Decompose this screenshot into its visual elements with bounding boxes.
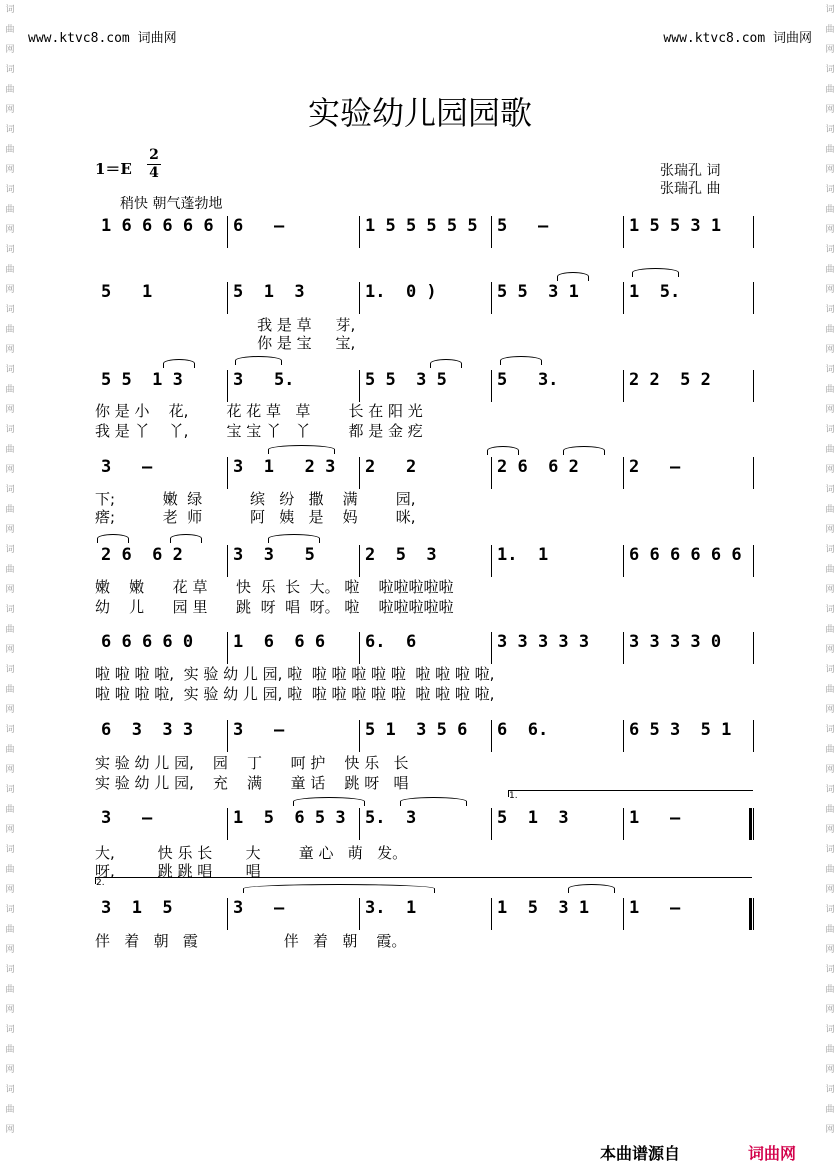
measure-notes: 3 3 3 3 3 xyxy=(497,632,590,652)
lyric-line: 啦 啦 啦 啦, 实 验 幼 儿 园, 啦 啦 啦 啦 啦 啦 啦 啦 啦 啦, xyxy=(95,685,495,703)
barline xyxy=(753,632,754,664)
barline xyxy=(623,808,624,840)
measure-notes: 1. 0 ) xyxy=(365,282,437,302)
barline xyxy=(227,632,228,664)
barline xyxy=(359,808,360,840)
score-row xyxy=(95,808,755,844)
lyric-line: 幼 儿 园 里 跳 呀 唱 呀。 啦 啦啦啦啦啦 xyxy=(95,598,454,616)
slur-mark xyxy=(568,884,615,893)
slur-mark xyxy=(163,359,195,368)
lyric-line: 下; 嫩 绿 缤 纷 撒 满 园, xyxy=(95,490,416,508)
measure-notes: 1 5 5 5 5 5 xyxy=(365,216,478,236)
barline xyxy=(227,282,228,314)
score-row xyxy=(95,720,755,756)
measure-notes: 3. 1 xyxy=(365,898,417,918)
lyric-line: 我 是 草 芽, xyxy=(95,316,356,334)
right-watermark-strip: 词曲网 词曲网 词曲网 词曲网 词曲网 词曲网 词曲网 词曲网 词曲网 词曲网 词曲网 词曲网 词曲网 词曲网 词曲网 词曲网 词曲网 词曲网 词曲网 xyxy=(825,5,835,1135)
measure-notes: 5 1 3 xyxy=(497,808,569,828)
barline xyxy=(491,216,492,248)
barline xyxy=(491,720,492,752)
barline xyxy=(227,898,228,930)
measure-notes: 3 – xyxy=(101,808,153,828)
slur-mark xyxy=(268,445,335,454)
brand-link[interactable]: 词曲网 xyxy=(748,1144,797,1163)
barline xyxy=(491,545,492,577)
barline xyxy=(623,457,624,489)
left-watermark-strip: 词曲网 词曲网 词曲网 词曲网 词曲网 词曲网 词曲网 词曲网 词曲网 词曲网 词曲网 词曲网 词曲网 词曲网 词曲网 词曲网 词曲网 词曲网 词曲网 xyxy=(5,5,15,1135)
final-barline xyxy=(749,808,752,840)
measure-notes: 1 5. xyxy=(629,282,681,302)
barline xyxy=(623,898,624,930)
slur-mark xyxy=(268,534,320,543)
lyricist-credit: 张瑞孔 词 xyxy=(660,163,721,179)
source-label: 本曲谱源自 xyxy=(600,1144,681,1163)
lyric-line: 伴 着 朝 霞 伴 着 朝 霞。 xyxy=(95,932,407,950)
measure-notes: 2 5 3 xyxy=(365,545,437,565)
barline xyxy=(623,282,624,314)
measure-notes: 3 3 3 3 0 xyxy=(629,632,722,652)
measure-notes: 1 – xyxy=(629,808,681,828)
slur-mark xyxy=(500,356,542,365)
barline xyxy=(227,370,228,402)
barline xyxy=(623,720,624,752)
barline xyxy=(359,457,360,489)
lyric-line: 呀, 跳 跳 唱 唱 xyxy=(95,862,261,880)
score-title: 实验幼儿园园歌 xyxy=(307,94,532,132)
lyric-line: 瘩; 老 师 阿 姨 是 妈 咪, xyxy=(95,508,416,526)
barline xyxy=(753,282,754,314)
barline xyxy=(491,898,492,930)
slur-mark xyxy=(97,534,129,543)
measure-notes: 3 5. xyxy=(233,370,295,390)
lyric-line: 你 是 宝 宝, xyxy=(95,334,356,352)
measure-notes: 3 – xyxy=(233,898,285,918)
slur-mark xyxy=(293,797,365,806)
measure-notes: 1 6 6 6 6 6 xyxy=(101,216,214,236)
barline xyxy=(359,898,360,930)
measure-notes: 5. 3 xyxy=(365,808,417,828)
slur-mark xyxy=(235,356,282,365)
measure-notes: 3 1 2 3 xyxy=(233,457,336,477)
time-signature-bottom: 4 xyxy=(149,165,159,181)
measure-notes: 1 5 3 1 xyxy=(497,898,590,918)
slur-mark xyxy=(170,534,202,543)
barline xyxy=(227,457,228,489)
measure-notes: 5 5 3 5 xyxy=(365,370,447,390)
slur-mark xyxy=(400,797,467,806)
slur-mark xyxy=(243,884,435,893)
measure-notes: 2 6 6 2 xyxy=(497,457,579,477)
measure-notes: 1 5 6 5 3 xyxy=(233,808,346,828)
key-signature: 1＝E xyxy=(95,160,132,178)
barline xyxy=(623,216,624,248)
measure-notes: 3 3 5 xyxy=(233,545,315,565)
slur-mark xyxy=(430,359,462,368)
header-url-left[interactable]: www.ktvc8.com 词曲网 xyxy=(28,31,177,46)
time-signature xyxy=(147,148,161,181)
header-url-right[interactable]: www.ktvc8.com 词曲网 xyxy=(663,31,812,46)
slur-mark xyxy=(557,272,589,281)
barline xyxy=(491,808,492,840)
barline xyxy=(753,545,754,577)
lyric-line: 啦 啦 啦 啦, 实 验 幼 儿 园, 啦 啦 啦 啦 啦 啦 啦 啦 啦 啦, xyxy=(95,665,495,683)
barline xyxy=(359,720,360,752)
barline xyxy=(753,457,754,489)
measure-notes: 3 – xyxy=(233,720,285,740)
barline xyxy=(623,632,624,664)
measure-notes: 6 6 6 6 0 xyxy=(101,632,194,652)
barline xyxy=(623,545,624,577)
score-row xyxy=(95,898,755,934)
measure-notes: 5 1 3 5 6 xyxy=(365,720,468,740)
barline xyxy=(753,216,754,248)
barline xyxy=(359,632,360,664)
lyric-line: 大, 快 乐 长 大 童 心 萌 发。 xyxy=(95,844,408,862)
measure-notes: 3 – xyxy=(101,457,153,477)
barline xyxy=(227,545,228,577)
measure-notes: 5 5 3 1 xyxy=(497,282,579,302)
score-row xyxy=(95,282,755,318)
measure-notes: 2 – xyxy=(629,457,681,477)
measure-notes: 2 2 5 2 xyxy=(629,370,711,390)
measure-notes: 6. 6 xyxy=(365,632,417,652)
slur-mark xyxy=(487,446,519,455)
lyric-line: 实 验 幼 儿 园, 园 丁 呵 护 快 乐 长 xyxy=(95,754,409,772)
measure-notes: 6 3 3 3 xyxy=(101,720,194,740)
measure-notes: 6 6 6 6 6 6 xyxy=(629,545,742,565)
measure-notes: 1 5 5 3 1 xyxy=(629,216,722,236)
measure-notes: 1 6 6 6 xyxy=(233,632,326,652)
measure-notes: 2 6 6 2 xyxy=(101,545,183,565)
slur-mark xyxy=(563,446,605,455)
lyric-line: 实 验 幼 儿 园, 充 满 童 话 跳 呀 唱 xyxy=(95,774,409,792)
barline xyxy=(623,370,624,402)
measure-notes: 5 1 xyxy=(101,282,153,302)
volta-second-ending: 2. xyxy=(95,877,752,884)
barline xyxy=(359,370,360,402)
measure-notes: 5 – xyxy=(497,216,549,236)
measure-notes: 6 6. xyxy=(497,720,549,740)
barline xyxy=(753,898,754,930)
barline xyxy=(359,216,360,248)
tempo-marking: 稍快 朝气蓬勃地 xyxy=(120,196,223,212)
final-barline xyxy=(749,898,752,930)
lyric-line: 我 是 丫 丫, 宝 宝 丫 丫 都 是 金 疙 xyxy=(95,422,423,440)
measure-notes: 1. 1 xyxy=(497,545,549,565)
measure-notes: 1 – xyxy=(629,898,681,918)
composer-credit: 张瑞孔 曲 xyxy=(660,181,721,197)
barline xyxy=(753,808,754,840)
lyric-line: 你 是 小 花, 花 花 草 草 长 在 阳 光 xyxy=(95,402,423,420)
measure-notes: 6 – xyxy=(233,216,285,236)
measure-notes: 5 3. xyxy=(497,370,559,390)
barline xyxy=(227,720,228,752)
barline xyxy=(359,282,360,314)
slur-mark xyxy=(632,268,679,277)
measure-notes: 6 5 3 5 1 xyxy=(629,720,732,740)
barline xyxy=(227,216,228,248)
barline xyxy=(491,632,492,664)
barline xyxy=(359,545,360,577)
barline xyxy=(227,808,228,840)
barline xyxy=(491,457,492,489)
measure-notes: 3 1 5 xyxy=(101,898,173,918)
time-signature-top: 2 xyxy=(149,147,159,163)
score-row xyxy=(95,216,755,252)
measure-notes: 5 5 1 3 xyxy=(101,370,183,390)
lyric-line: 嫩 嫩 花 草 快 乐 长 大。 啦 啦啦啦啦啦 xyxy=(95,578,454,596)
volta-first-ending: 1. xyxy=(508,790,753,797)
barline xyxy=(753,370,754,402)
barline xyxy=(491,282,492,314)
measure-notes: 5 1 3 xyxy=(233,282,305,302)
barline xyxy=(753,720,754,752)
measure-notes: 2 2 xyxy=(365,457,417,477)
barline xyxy=(491,370,492,402)
